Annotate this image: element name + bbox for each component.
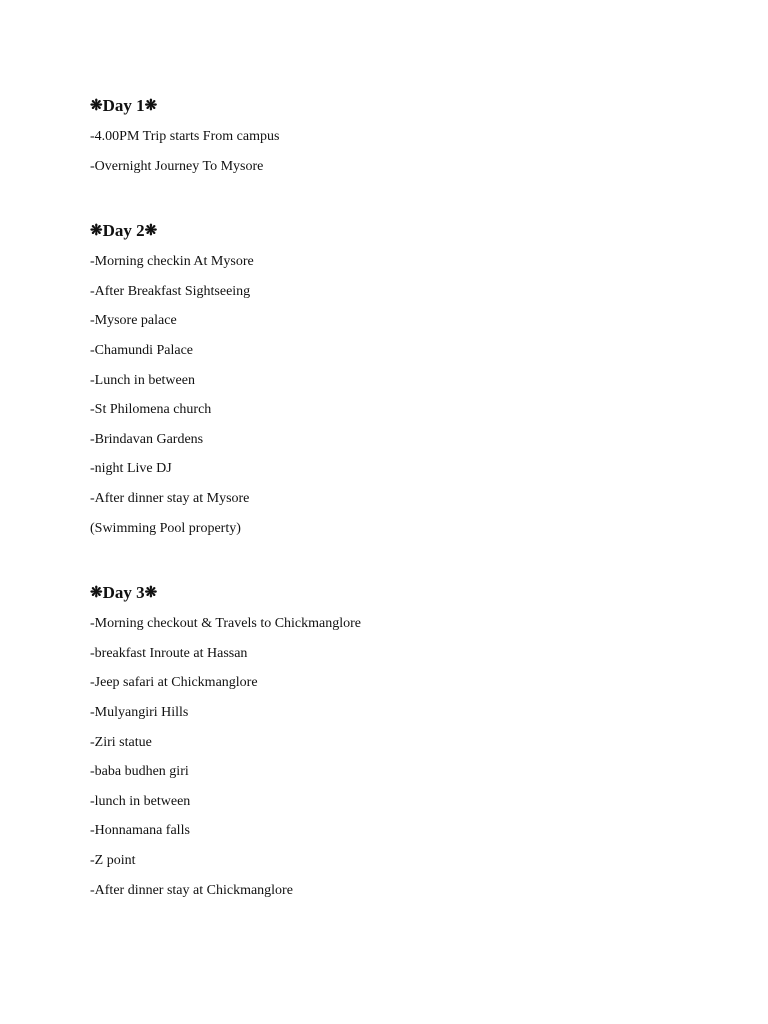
list-item: -Mysore palace [90, 313, 177, 329]
day-1-items [90, 122, 730, 181]
list-item: -After Breakfast Sightseeing [90, 283, 251, 299]
list-item: -After dinner stay at Mysore [90, 491, 250, 507]
list-item: -Jeep safari at Chickmanglore [90, 675, 258, 691]
asterisk-star-icon: ❋ [90, 98, 103, 114]
list-item: -Overnight Journey To Mysore [90, 158, 264, 174]
day-1-title: Day 1 [102, 96, 145, 115]
day-3-title: Day 3 [102, 583, 145, 602]
day-2-items [90, 247, 730, 543]
day-1-heading [90, 90, 730, 122]
list-item: -Mulyangiri Hills [90, 704, 189, 720]
list-item: -Lunch in between [90, 372, 195, 388]
list-item: -Ziri statue [90, 734, 152, 750]
list-item: -Morning checkin At Mysore [90, 254, 254, 269]
day-2-section [90, 215, 730, 543]
list-item: -St Philomena church [90, 402, 212, 418]
asterisk-star-icon: ❋ [144, 585, 158, 601]
list-item: -Chamundi Palace [90, 342, 194, 358]
list-item: -baba budhen giri [90, 764, 189, 780]
list-item: -After dinner stay at Chickmanglore [90, 882, 293, 898]
asterisk-star-icon: ❋ [90, 223, 103, 239]
asterisk-star-icon: ❋ [144, 98, 158, 114]
day-3-items [90, 609, 730, 905]
day-1-section [90, 90, 730, 181]
day-2-title: Day 2 [102, 221, 145, 240]
list-item: -Morning checkout & Travels to Chickmanglore [90, 616, 362, 631]
list-item: -4.00PM Trip starts From campus [90, 129, 280, 144]
list-item: -Z point [90, 853, 136, 869]
day-2-heading [90, 215, 730, 247]
asterisk-star-icon: ❋ [144, 223, 158, 239]
list-item: -lunch in between [90, 793, 191, 809]
asterisk-star-icon: ❋ [90, 585, 103, 601]
list-item: -night Live DJ [90, 461, 172, 477]
list-item: -breakfast Inroute at Hassan [90, 645, 248, 661]
list-item: (Swimming Pool property) [90, 520, 241, 536]
day-3-section [90, 577, 730, 905]
list-item: -Honnamana falls [90, 823, 190, 839]
day-3-heading [90, 577, 730, 609]
list-item: -Brindavan Gardens [90, 431, 204, 447]
